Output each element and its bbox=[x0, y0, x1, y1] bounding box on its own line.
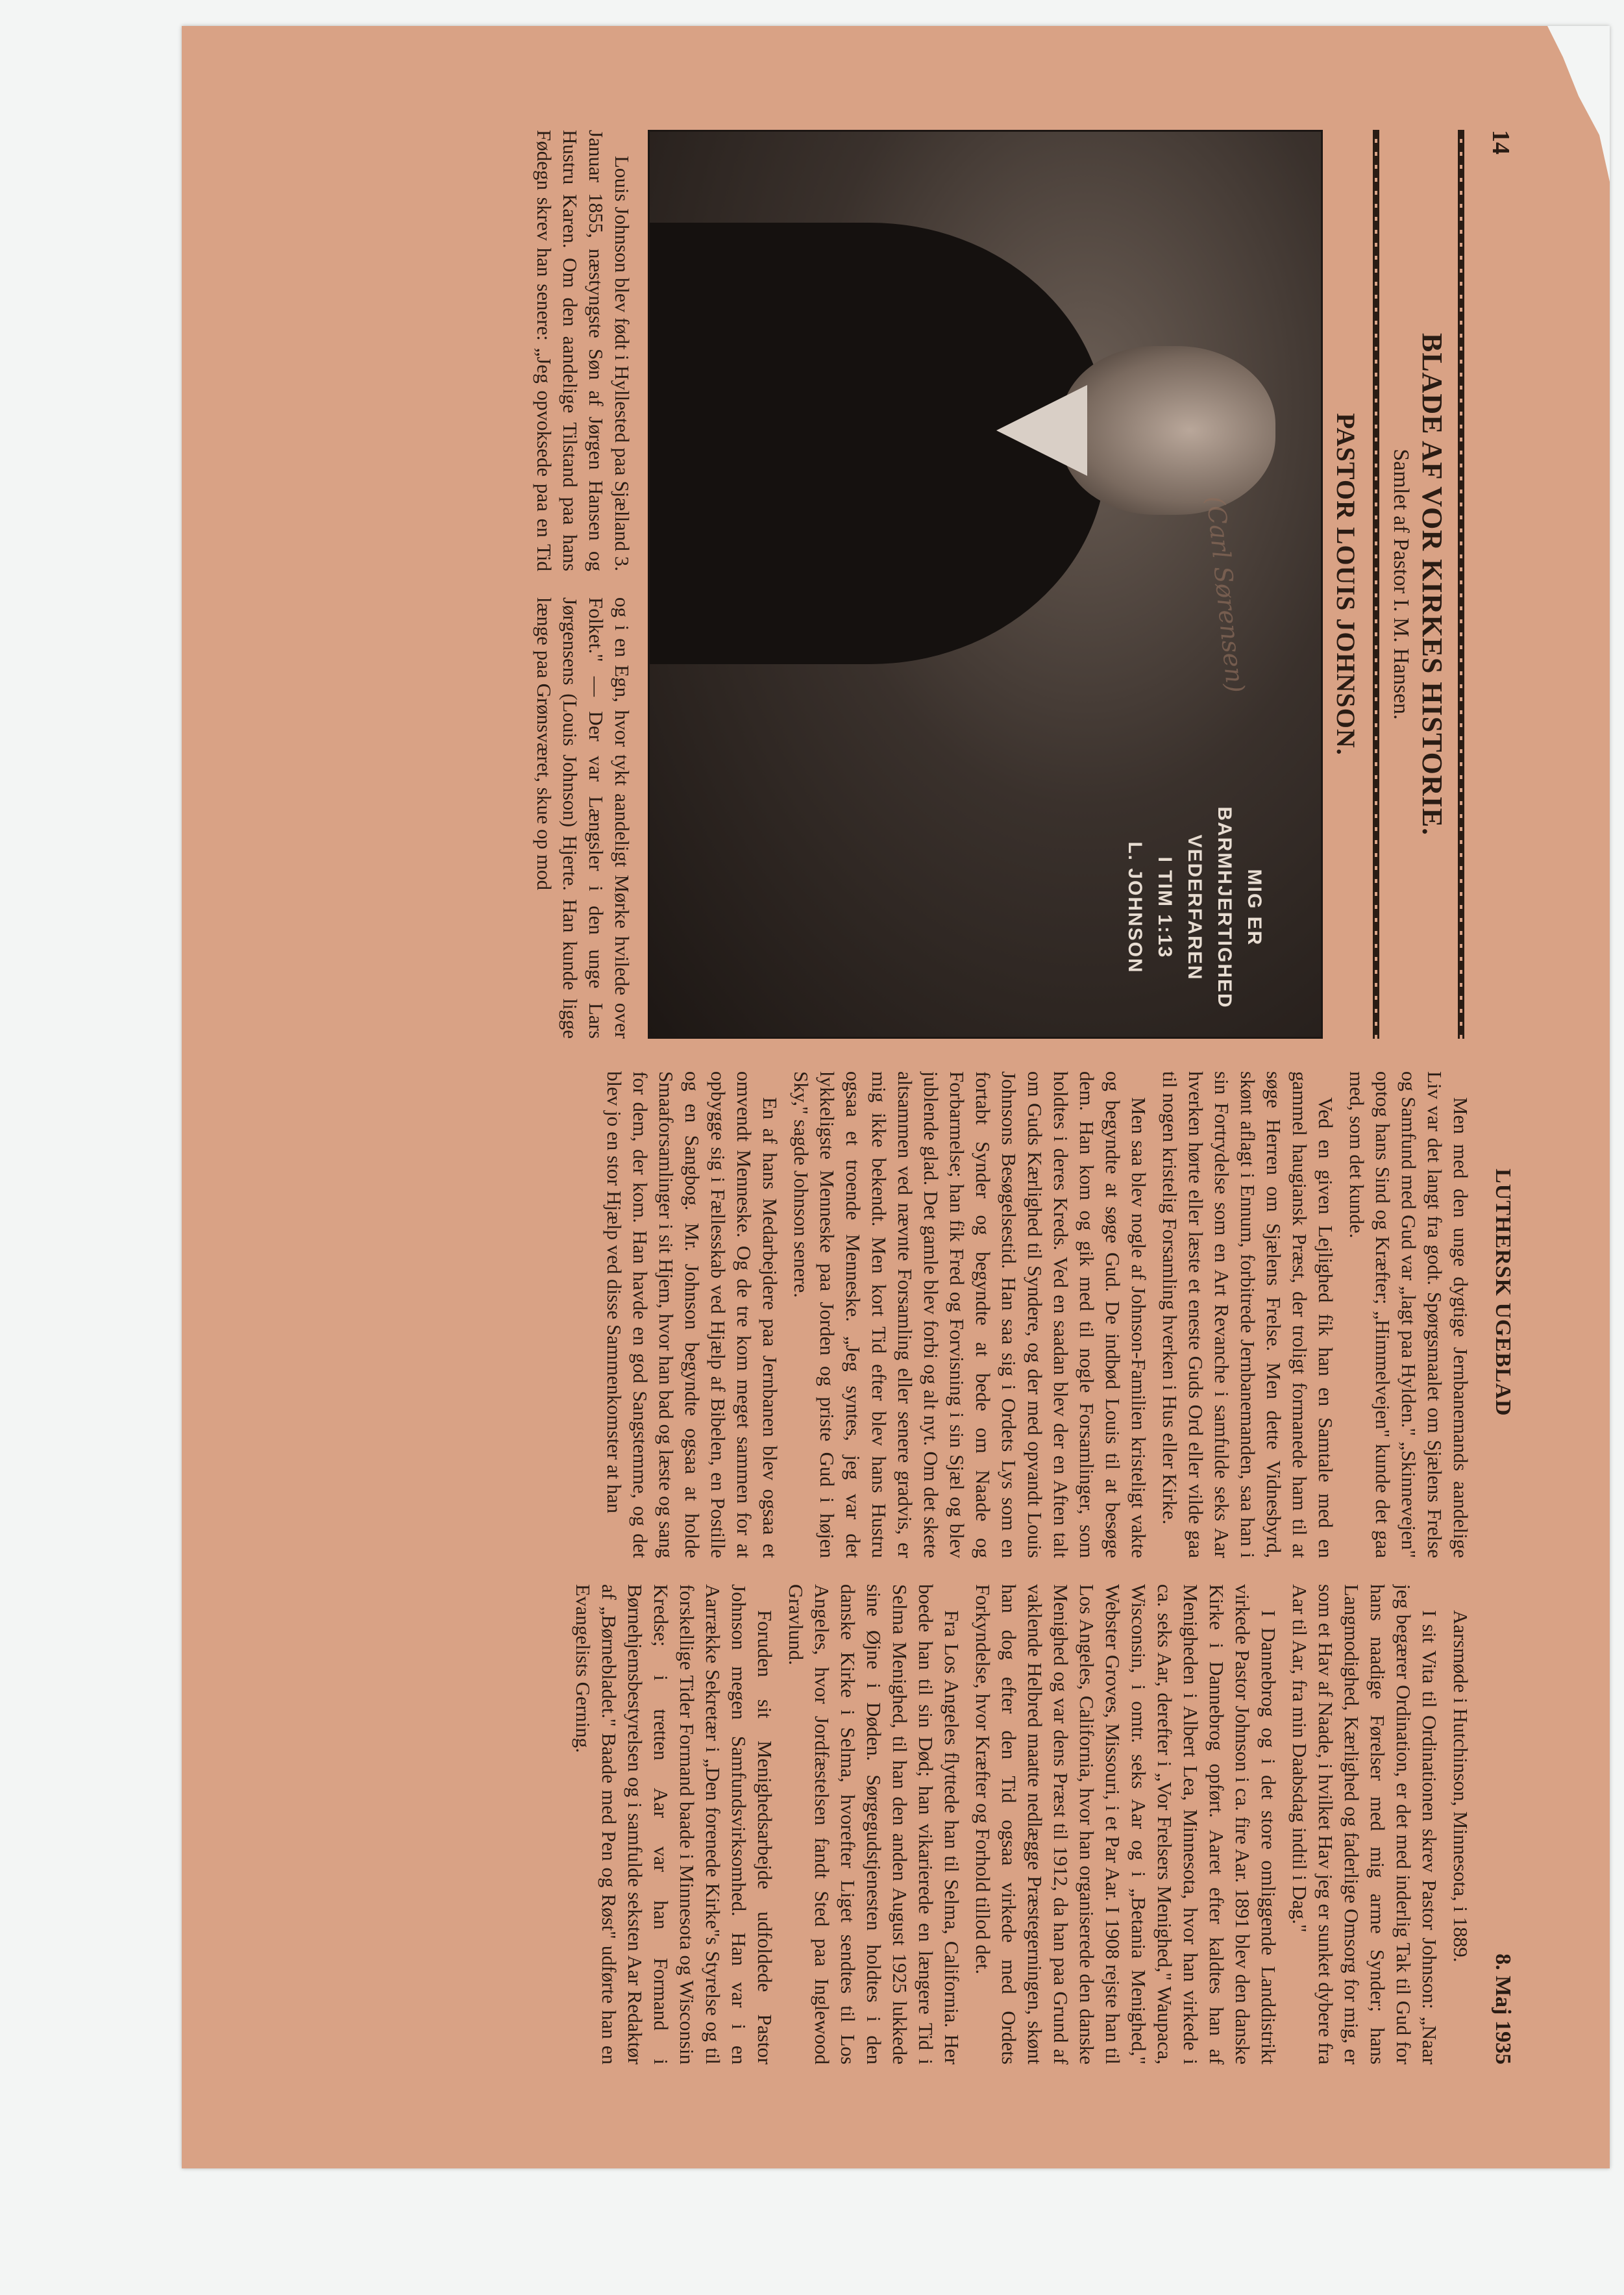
paragraph: Ved en given Lejlighed fik han en Samtale med en gammel haugiansk Præst, der troligt formanede ham til at søge Herren om Sjælens Frelse. Men dette Vidnesbyrd, skønt aflagt i Ennum, forbitrede Jernbanemanden, saa han i sin Fortrydelse som en Art Revanche i samfulde seks Aar hverken hørte eller læste et eneste Guds Ord eller vilde gaa til nogen kristelig Forsamling hverken i Hus eller Kirke. bbox=[1159, 1071, 1337, 1558]
column-1 bbox=[273, 130, 1473, 1039]
handwritten-note: (Carl Sørensen) bbox=[1201, 494, 1250, 695]
newspaper-page bbox=[182, 26, 1610, 2168]
paragraph: Men saa blev nogle af Johnson-Familien kristeligt vakte og begyndte at søge Gud. De indbød Louis til at besøge dem. Han kom og gik med til nogle Forsamlinger, som holdtes i deres Kreds. Ved en saadan blev der en Aften talt om Guds Kærlighed til Syndere, og der med opvandt Louis Johnsons Besøgelsestid. Han saa sig i Ordets Lys som en fortabt Synder og begyndte at bede om Naade og Forbarmelse; han fik Fred og Forvisning i sin Sjæl og blev jublende glad. Det gamle blev forbi og alt nyt. Om det skete altsammen ved nævnte Forsamling eller senere gradvis, er mig ikke bekendt. Men kort Tid efter blev hans Hustru ogsaa et troende Menneske. „Jeg syntes, jeg var det lykkeligste Menneske paa Jorden og priste Gud i højen Sky," sagde Johnson senere. bbox=[790, 1071, 1150, 1558]
page-header bbox=[1480, 130, 1519, 2065]
ornamental-rule bbox=[1458, 130, 1464, 1039]
photo-caption bbox=[698, 800, 1269, 1015]
column-2 bbox=[273, 1071, 1473, 1558]
page-number: 14 bbox=[1487, 130, 1514, 155]
ornamental-rule bbox=[1373, 130, 1379, 1039]
paragraph: Fra Los Angeles flyttede han til Selma, California. Her boede han til sin Død; han vikarierede en længere Tid i Selma Menighed, til han den anden August 1925 lukkede sine Øjne i Døden. Sørgegudstjenesten holdtes i den danske Kirke i Selma, hvorefter Liget sendtes til Los Angeles, hvor Jordfæstelsen fandt Sted paa Inglewood Gravlund. bbox=[785, 1584, 963, 2065]
publication-date: 8. Maj 1935 bbox=[1491, 1954, 1515, 2065]
article-title: PASTOR LOUIS JOHNSON. bbox=[1331, 413, 1360, 756]
publication-name: LUTHERSK UGEBLAD bbox=[1491, 1169, 1515, 1417]
paragraph: Men med den unge dygtige Jernbanemands aandelige Liv var det langt fra godt. Spørgsmaalet om Sjælens Frelse og Samfund med Gud var „lagt paa Hylden." „Skinnevejen" optog hans Sind og Kræfter; „Himmelvejen" kunde det gaa med, som det kunde. bbox=[1346, 1071, 1472, 1558]
portrait-head bbox=[1061, 346, 1275, 515]
column-3 bbox=[273, 1584, 1473, 2065]
section-byline: Samlet af Pastor I. M. Hansen. bbox=[1389, 449, 1413, 720]
photo-caption-line: I TIM 1:13 bbox=[1154, 856, 1175, 959]
paragraph: Louis Johnson blev født i Hyllested paa Sjælland 3. Januar 1855, næstyngste Søn af Jørgen Hansen og Hustru Karen. Om den aandelige Tilstand paa hans Fødegn skrev han senere: „Jeg opvoksede paa en Tid og i en Egn, hvor tykt aandeligt Mørke hvilede over Folket." — Der var Længsler i den unge Lars Jørgensens (Louis Johnson) Hjerte. Han kunde ligge længe paa Grønsværet, skue op mod bbox=[533, 130, 634, 1039]
paragraph: En af hans Medarbejdere paa Jernbanen blev ogsaa et omvendt Menneske. Og de tre kom meget sammen for at opbygge sig i Fællesskab ved Hjælp af Bibelen, en Postille og en Sangbog. Mr. Johnson begyndte ogsaa at holde Smaaforsamlinger i sit Hjem, hvor han bad og læste og sang for dem, der kom. Han havde en god Sangstemme, og det blev jo en stor Hjælp ved disse Sammenkomster at han bbox=[603, 1071, 781, 1558]
column-1-text bbox=[528, 130, 635, 1039]
photo-caption-line: MIG ER BARMHJERTIGHED VEDERFAREN bbox=[1184, 806, 1265, 1009]
paragraph: Foruden sit Menighedsarbejde udfoldede Pastor Johnson megen Samfundsvirksomhed. Han var i en Aarrække Sekretær i „Den forenede Kirke"s Styrelse og til forskellige Tider Formand baade i Minnesota og Wisconsin Kredse; i tretten Aar var han Formand i Børnehjemsbestyrelsen og i samfulde seksten Aar Redaktør af „Børnebladet." Baade med Pen og Røst" udførte han en Evangelists Gerning. bbox=[572, 1584, 776, 2065]
section-title: BLADE AF VOR KIRKES HISTORIE. bbox=[1416, 332, 1448, 836]
rotated-page-content bbox=[260, 104, 1532, 2090]
paragraph: Aarsmøde i Hutchinson, Minnesota, i 1889. bbox=[1449, 1610, 1472, 1963]
paragraph: I Dannebrog og i det store omliggende Landdistrikt virkede Pastor Johnson i ca. fire Aar. 1891 blev den danske Kirke i Dannebrog opført. Aaret efter kaldtes han af Menigheden i Albert Lea, Minnesota, hvor han virkede i ca. seks Aar, derefter i „Vor Frelsers Menighed," Waupaca, Wisconsin, i omtr. seks Aar og i „Betania Menighed," Webster Groves, Missouri, i et Par Aar. I 1908 rejste han til Los Angeles, California, hvor han organiserede den danske Menighed og var dens Præst til 1912, da han paa Grund af vaklende Helbred maatte nedlægge Præstegerningen, skønt han dog efter den Tid ogsaa virkede med Ordets Forkyndelse, hvor Kræfter og Forhold tillod det. bbox=[972, 1584, 1280, 2065]
paragraph: I sit Vita til Ordinationen skrev Pastor Johnson: „Naar jeg begærer Ordination, er det med inderlig Tak til Gud for hans naadige Førelser med mig arme Synder; hans Langmodighed, Kærlighed og faderlige Omsorg for mig, er som et Hav af Naade, i hvilket Hav jeg er sunket dybere fra Aar til Aar, fra min Daabsdag indtil i Dag." bbox=[1288, 1584, 1441, 2065]
article-columns bbox=[273, 130, 1473, 2065]
portrait-photo bbox=[648, 130, 1323, 1039]
photo-caption-line: L. JOHNSON bbox=[1124, 841, 1146, 974]
